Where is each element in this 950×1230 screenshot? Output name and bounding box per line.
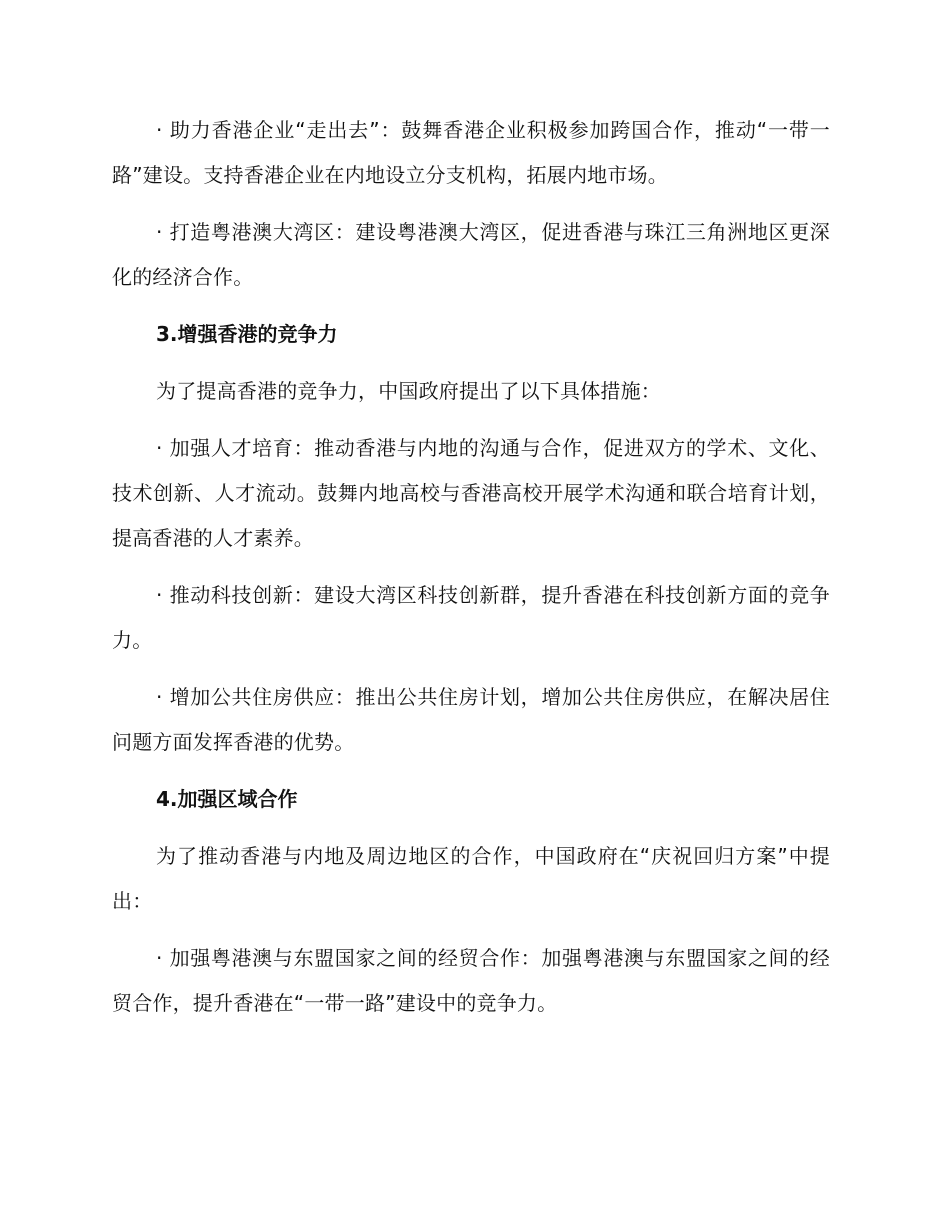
intro-paragraph-competitiveness: 为了提高香港的竞争力，中国政府提出了以下具体措施： xyxy=(156,379,661,403)
bullet-paragraph-asean: · 加强粤港澳与东盟国家之间的经贸合作：加强粤港澳与东盟国家之间的经贸合作，提升香港在“一带一路”建设中的竞争力。 xyxy=(112,946,830,1015)
intro-paragraph-regional-cooperation: 为了推动香港与内地及周边地区的合作，中国政府在“庆祝回归方案”中提出： xyxy=(112,844,830,913)
bullet-paragraph-go-global: · 助力香港企业“走出去”：鼓舞香港企业积极参加跨国合作，推动“一带一路”建设。支持香港企业在内地设立分支机构，拓展内地市场。 xyxy=(112,118,830,187)
bullet-paragraph-housing: · 增加公共住房供应：推出公共住房计划，增加公共住房供应，在解决居住问题方面发挥香港的优势。 xyxy=(112,685,830,754)
bullet-paragraph-innovation: · 推动科技创新：建设大湾区科技创新群，提升香港在科技创新方面的竞争力。 xyxy=(112,583,830,652)
section-heading-regional-cooperation: 4.加强区域合作 xyxy=(156,787,298,811)
bullet-paragraph-greater-bay-area: · 打造粤港澳大湾区：建设粤港澳大湾区，促进香港与珠江三角洲地区更深化的经济合作。 xyxy=(112,220,830,289)
document-body xyxy=(112,108,830,1038)
bullet-paragraph-talent: · 加强人才培育：推动香港与内地的沟通与合作，促进双方的学术、文化、技术创新、人才流动。鼓舞内地高校与香港高校开展学术沟通和联合培育计划，提高香港的人才素养。 xyxy=(112,436,830,550)
section-heading-competitiveness: 3.增强香港的竞争力 xyxy=(156,322,338,346)
